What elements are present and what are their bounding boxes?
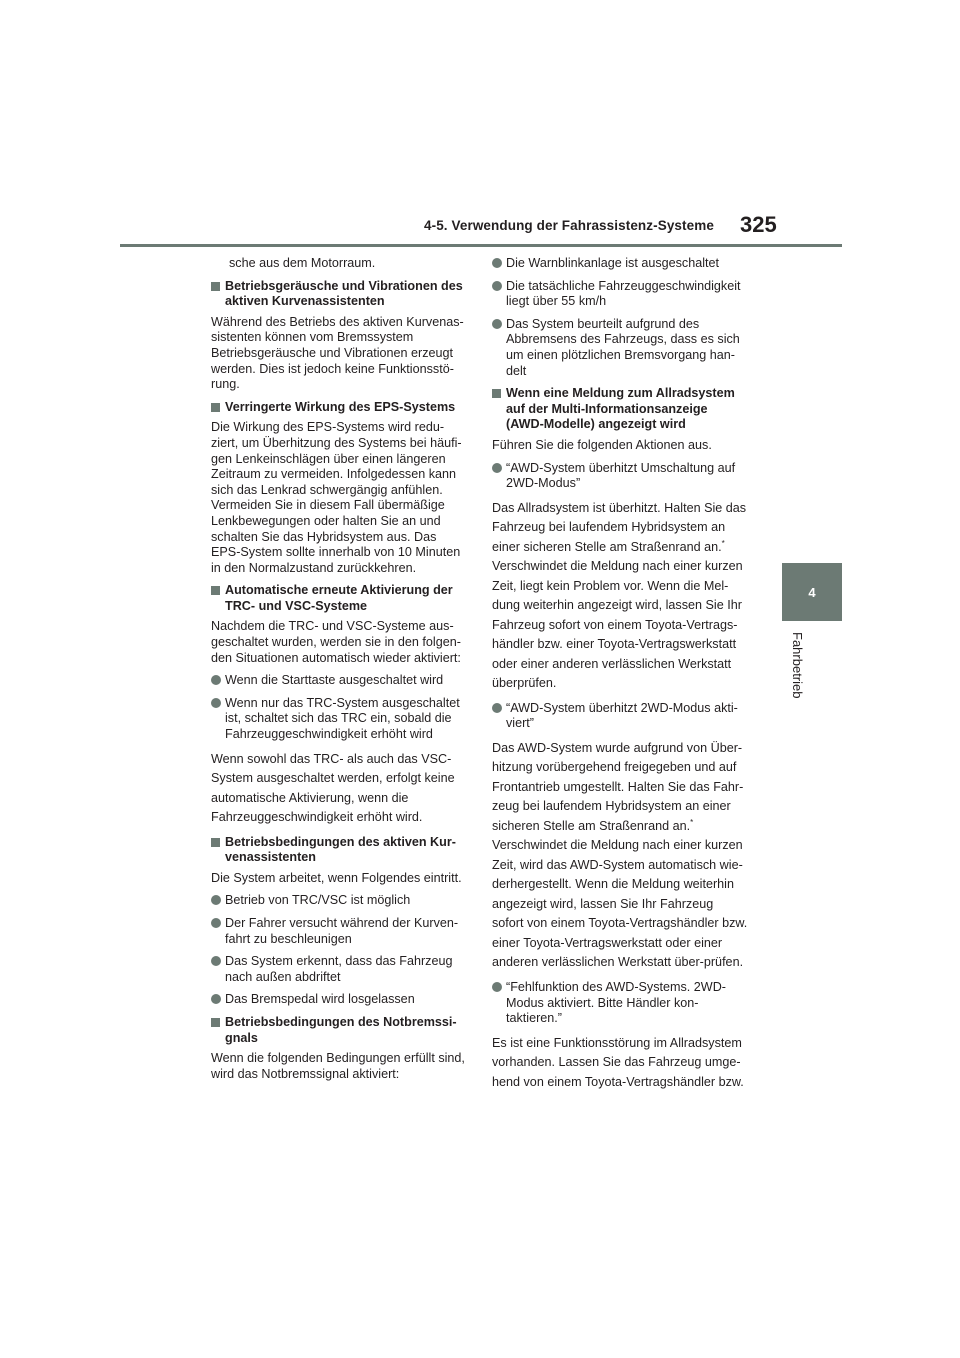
text-run: Während des Betriebs des aktiven Kurvenas-sistenten können vom Bremssystem Betriebsgeräusche und Vibrationen erzeugt werden. Dies ist jedoch keine Funktionsstö-rung. (211, 314, 464, 392)
paragraph (211, 750, 467, 828)
text-run: Betriebsbedingungen des aktiven Kur-venassistenten (225, 834, 456, 865)
text-run: Das Allradsystem ist überhitzt. Halten Sie das Fahrzeug bei laufendem Hybridsystem an einer sicheren Stelle am Straßenrand an. (492, 500, 747, 554)
text-run: Die Wirkung des EPS-Systems wird redu-ziert, um Überhitzung des Systems bei häufi-gen Lenkeinschlägen über einen längeren Zeitraum zu vermeiden. Infolgedessen kann sich das Lenkrad schwergängig anfühlen. Vermeiden Sie in diesem Fall übermäßige Lenkbewegungen oder halten Sie an und schalten Sie das Hybridsystem aus. Das EPS-System sollte innerhalb von 10 Minuten in den Normalzustand zurückkehren. (211, 420, 462, 575)
text-run: Betrieb von TRC/VSC ist möglich (225, 893, 411, 908)
text-run: “AWD-System überhitzt 2WD-Modus akti-viert” (506, 700, 738, 731)
text-run: Der Fahrer versucht während der Kurven-fahrt zu beschleunigen (225, 916, 459, 946)
text-run: Das Bremspedal wird losgelassen (225, 992, 415, 1007)
bullet-item (492, 701, 748, 732)
paragraph (492, 1034, 748, 1093)
bullet-item (492, 279, 748, 310)
footnote-marker: * (690, 817, 694, 827)
header-divider (120, 244, 842, 247)
chapter-number: 4 (808, 584, 816, 600)
bullet-item (211, 696, 467, 743)
text-run: “AWD-System überhitzt Umschaltung auf 2WD-Modus” (506, 460, 736, 491)
text-run: Die Warnblinkanlage ist ausgeschaltet (506, 256, 720, 270)
chapter-label: Fahrbetrieb (790, 632, 805, 699)
text-run: Das AWD-System wurde aufgrund von Über-hitzung vorübergehend freigegeben und auf Frontantrieb umgestellt. Halten Sie das Fahr-zeug bei laufendem Hybridsystem an einer sicheren Stelle am Straßenrand an. (492, 740, 744, 833)
bullet-item (492, 317, 748, 379)
bullet-item (211, 893, 467, 909)
text-run: Das System erkennt, dass das Fahrzeug nach außen abdriftet (225, 954, 453, 984)
text-run: Wenn die folgenden Bedingungen erfüllt sind, wird das Notbremssignal aktiviert: (211, 1051, 465, 1081)
text-run: Es ist eine Funktionsstörung im Allradsystem vorhanden. Lassen Sie das Fahrzeug umge-hend von einem Toyota-Vertragshändler bzw. (492, 1035, 744, 1089)
text-run: Wenn sowohl das TRC- als auch das VSC-System ausgeschaltet werden, erfolgt keine automatische Aktivierung, wenn die Fahrzeuggeschwindigkeit erhöht wird. (211, 751, 455, 825)
footnote-marker: * (721, 538, 725, 548)
section-heading (492, 386, 748, 433)
section-heading (211, 1015, 467, 1046)
bullet-item (211, 954, 467, 985)
paragraph (211, 1051, 467, 1082)
text-run: Wenn die Starttaste ausgeschaltet wird (225, 673, 444, 688)
text-run: Verschwindet die Meldung nach einer kurzen Zeit, wird das AWD-System automatisch wie-derhergestellt. Wenn die Meldung weiterhin angezeigt wird, lassen Sie Ihr Fahrzeug sofort von einem Toyota-Vertragshändler bzw. einer Toyota-Vertragswerkstatt oder einer anderen verlässlichen Werkstatt über-prüfen. (492, 838, 748, 970)
text-run: Verschwindet die Meldung nach einer kurzen Zeit, liegt kein Problem vor. Wenn die Mel-dung weiterhin angezeigt wird, lassen Sie Ihr Fahrzeug sofort von einem Toyota-Vertrags-händler bzw. einer Toyota-Vertragswerkstatt oder einer anderen verlässlichen Werkstatt überprüfen. (492, 559, 743, 691)
paragraph (211, 315, 467, 393)
paragraph (211, 420, 467, 576)
section-heading (211, 835, 467, 866)
text-run: Das System beurteilt aufgrund des Abbremsens des Fahrzeugs, dass es sich um einen plötzlichen Bremsvorgang han-delt (506, 316, 740, 378)
paragraph (211, 871, 467, 887)
text-run: Betriebsbedingungen des Notbremssi-gnals (225, 1014, 457, 1045)
bullet-item (211, 916, 467, 947)
text-run: Betriebsgeräusche und Vibrationen des aktiven Kurvenassistenten (225, 278, 463, 309)
text-run: Wenn nur das TRC-System ausgeschaltet ist, schaltet sich das TRC ein, sobald die Fahrzeuggeschwindigkeit erhöht wird (225, 695, 460, 742)
text-run: Nachdem die TRC- und VSC-Systeme aus-geschaltet wurden, werden sie in den folgen-den Situationen automatisch wieder aktiviert: (211, 619, 461, 665)
bullet-item (492, 256, 748, 272)
bullet-item (211, 673, 467, 689)
bullet-item (211, 992, 467, 1008)
chapter-tab[interactable] (782, 563, 842, 621)
text-run: sche aus dem Motorraum. (229, 256, 376, 270)
bullet-item (492, 461, 748, 492)
left-column (211, 256, 467, 1089)
paragraph (492, 739, 748, 973)
page-number: 325 (740, 212, 777, 237)
section-title: 4-5. Verwendung der Fahrassistenz-Systeme (424, 218, 714, 233)
text-run: Wenn eine Meldung zum Allradsystem auf der Multi-Informationsanzeige (AWD-Modelle) angezeigt wird (506, 386, 735, 432)
paragraph (492, 499, 748, 694)
paragraph (211, 619, 467, 666)
section-heading (211, 583, 467, 614)
continued-text (211, 256, 467, 272)
text-run: Automatische erneute Aktivierung der TRC- und VSC-Systeme (225, 583, 453, 613)
text-run: Führen Sie die folgenden Aktionen aus. (492, 437, 712, 452)
text-run: “Fehlfunktion des AWD-Systems. 2WD-Modus aktiviert. Bitte Händler kon-taktieren.” (506, 979, 726, 1026)
section-heading (211, 400, 467, 416)
text-run: Die tatsächliche Fahrzeuggeschwindigkeit liegt über 55 km/h (506, 278, 741, 309)
bullet-item (492, 980, 748, 1027)
section-heading (211, 279, 467, 310)
text-run: Die System arbeitet, wenn Folgendes eintritt. (211, 870, 462, 885)
right-column (492, 256, 748, 1099)
text-run: Verringerte Wirkung des EPS-Systems (225, 399, 456, 414)
paragraph (492, 438, 748, 454)
